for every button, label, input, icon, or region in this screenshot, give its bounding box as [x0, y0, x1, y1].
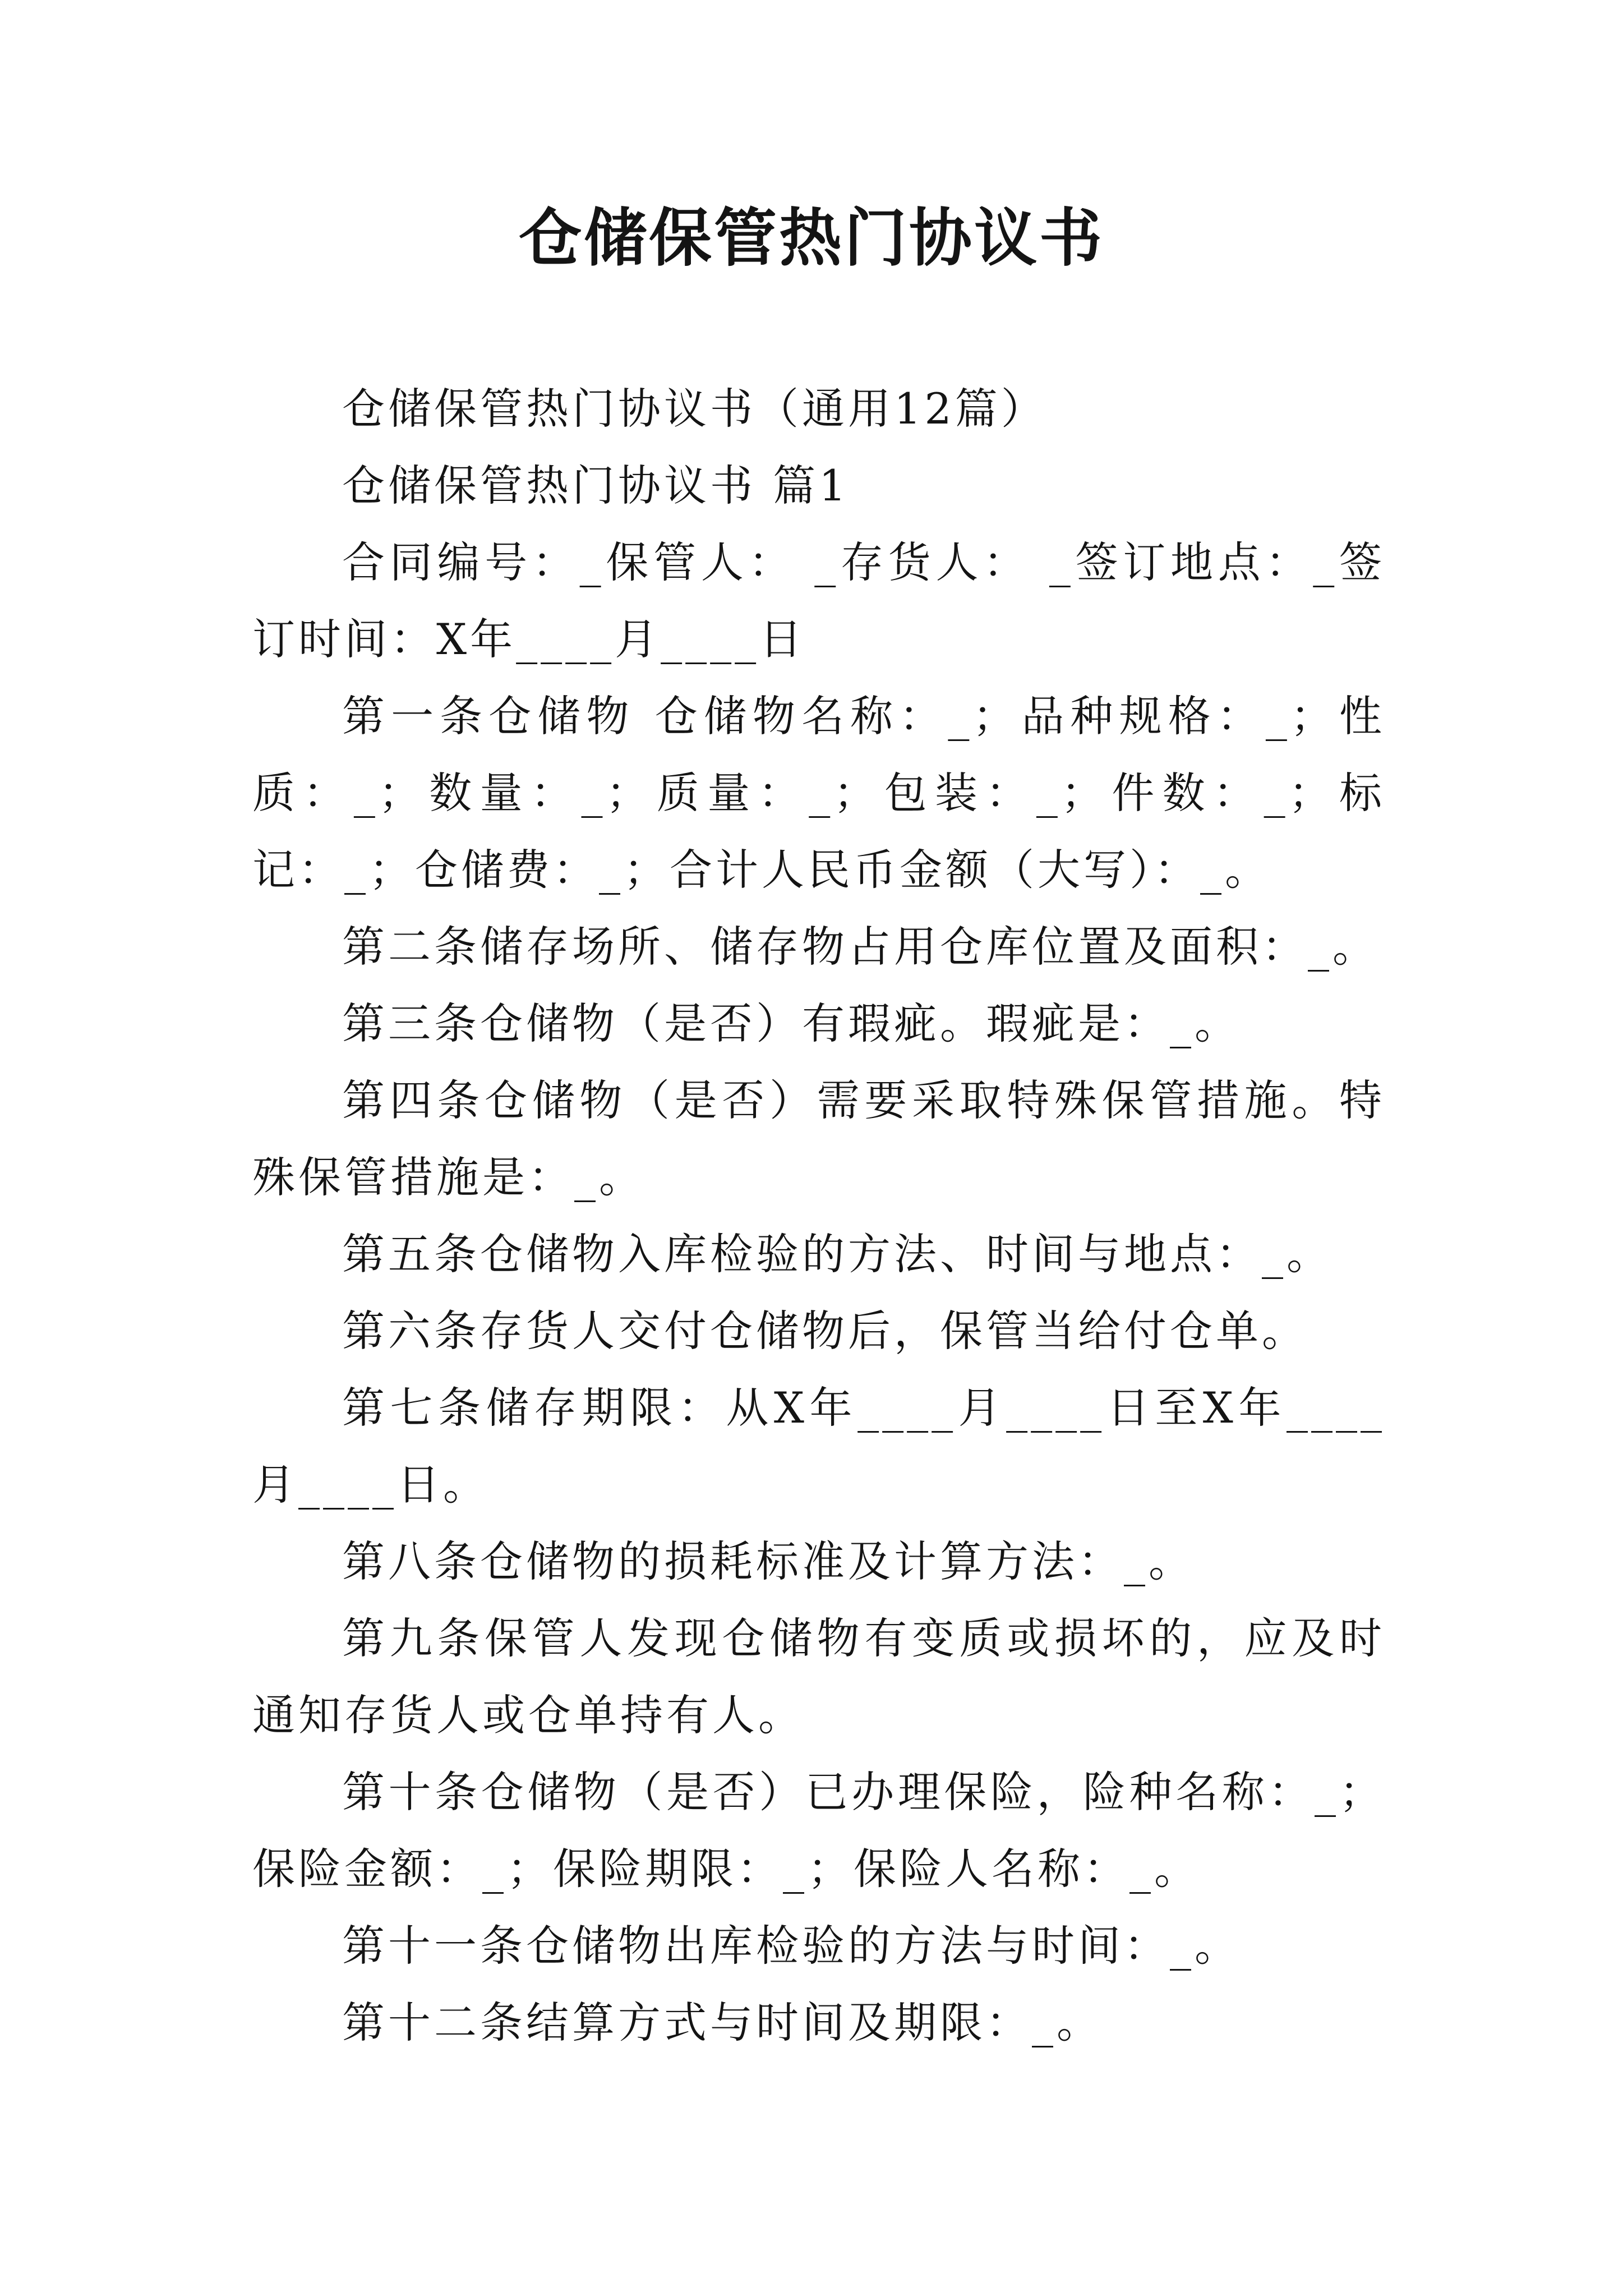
paragraph-article-11: 第十一条仓储物出库检验的方法与时间：_。 — [342, 1921, 1241, 1971]
paragraph-article-1: 第一条仓储物 仓储物名称：_；品种规格：_；性质：_；数量：_；质量：_；包装：_；件数：_；标记：_；仓储费：_；合计人民币金额（大写）：_。 — [252, 691, 1385, 895]
paragraph-article-5: 第五条仓储物入库检验的方法、时间与地点：_。 — [342, 1229, 1332, 1279]
paragraph-article-6: 第六条存货人交付仓储物后，保管当给付仓单。 — [342, 1306, 1308, 1356]
document-title: 仓储保管热门协议书 — [519, 201, 1104, 275]
paragraph-section-heading: 仓储保管热门协议书 篇1 — [342, 461, 850, 510]
paragraph-article-2: 第二条储存场所、储存物占用仓库位置及面积：_。 — [342, 922, 1378, 972]
paragraph-article-3: 第三条仓储物（是否）有瑕疵。瑕疵是：_。 — [342, 999, 1241, 1048]
paragraph-contract-header: 合同编号：_保管人： _存货人： _签订地点：_签订时间：X年____月____日 — [252, 537, 1385, 664]
document-body — [252, 370, 1385, 2061]
paragraph-article-10: 第十条仓储物（是否）已办理保险，险种名称：_；保险金额：_；保险期限：_；保险人名称：_。 — [252, 1767, 1385, 1894]
paragraph-article-4: 第四条仓储物（是否）需要采取特殊保管措施。特殊保管措施是：_。 — [252, 1075, 1385, 1202]
paragraph-article-8: 第八条仓储物的损耗标准及计算方法：_。 — [342, 1536, 1195, 1586]
paragraph-article-12: 第十二条结算方式与时间及期限：_。 — [342, 1998, 1103, 2047]
paragraph-subtitle: 仓储保管热门协议书（通用12篇） — [342, 384, 1047, 434]
paragraph-article-7: 第七条储存期限：从X年____月____日至X年____月____日。 — [252, 1383, 1385, 1510]
paragraph-article-9: 第九条保管人发现仓储物有变质或损坏的，应及时通知存货人或仓单持有人。 — [252, 1613, 1385, 1740]
